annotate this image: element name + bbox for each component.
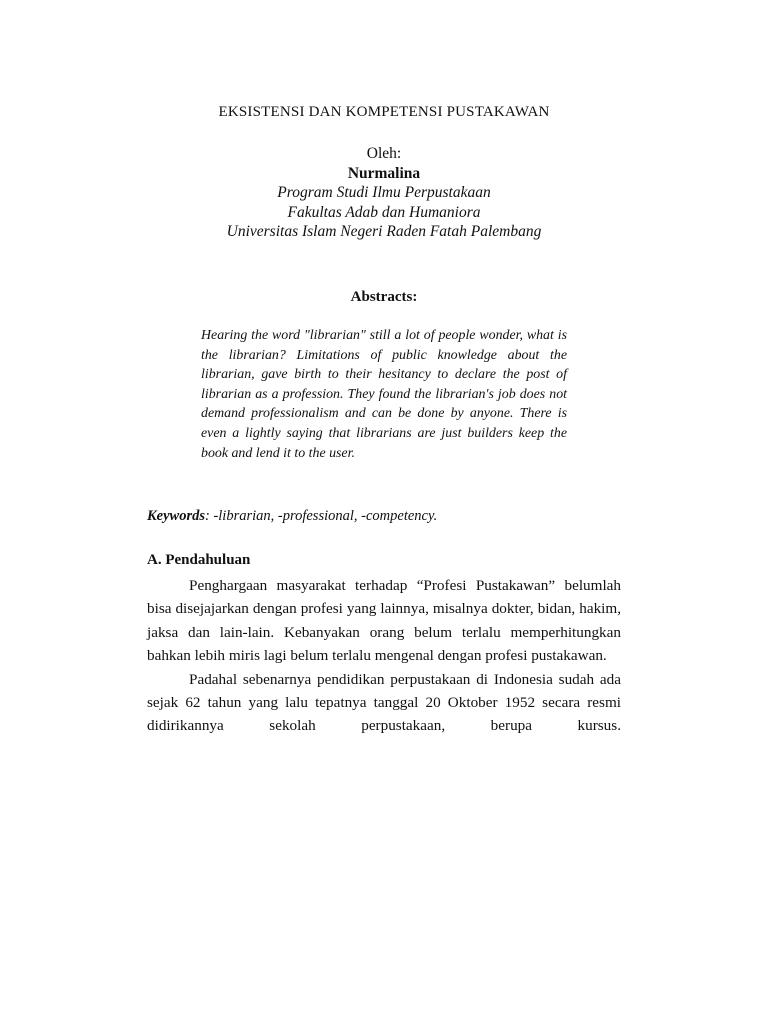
body-paragraph: Padahal sebenarnya pendidikan perpustakaan di Indonesia sudah ada sejak 62 tahun yang lalu tepatnya tanggal 20 Oktober 1952 secara resmi didirikannya sekolah perpustakaan, berupa kursus.: [147, 670, 621, 735]
abstract-text: Hearing the word "librarian" still a lot of people wonder, what is the librarian? Limitations of public knowledge about the librarian, gave birth to their hesitancy to declare the post of librarian as a profession. They found the librarian's job does not demand professionalism and can be done by anyone. There is even a lightly saying that librarians are just builders keep the book and lend it to the user.: [201, 328, 567, 461]
byline-oleh: Oleh:: [366, 145, 402, 162]
affiliation-program: Program Studi Ilmu Perpustakaan: [277, 184, 491, 201]
byline: [0, 144, 768, 242]
document-title: EKSISTENSI DAN KOMPETENSI PUSTAKAWAN: [218, 104, 550, 120]
affiliation-faculty: Fakultas Adab dan Humaniora: [287, 203, 481, 221]
keywords-text: : -librarian, -professional, -competency.: [205, 508, 438, 524]
section-heading: A. Pendahuluan: [147, 552, 251, 568]
author-name: Nurmalina: [347, 164, 421, 182]
affiliation-university: Universitas Islam Negeri Raden Fatah Palembang: [226, 223, 542, 240]
keywords-line: [147, 508, 627, 525]
body-text: [147, 574, 621, 738]
abstract-heading: Abstracts:: [350, 289, 418, 305]
keywords-label: Keywords: [147, 508, 205, 524]
body-paragraph: Penghargaan masyarakat terhadap “Profesi Pustakawan” belumlah bisa disejajarkan dengan profesi yang lainnya, misalnya dokter, bidan, hakim, jaksa dan lain-lain. Kebanyakan orang belum terlalu memperhitungkan bahkan lebih miris lagi belum terlalu mengenal dengan profesi pustakawan.: [147, 577, 621, 665]
